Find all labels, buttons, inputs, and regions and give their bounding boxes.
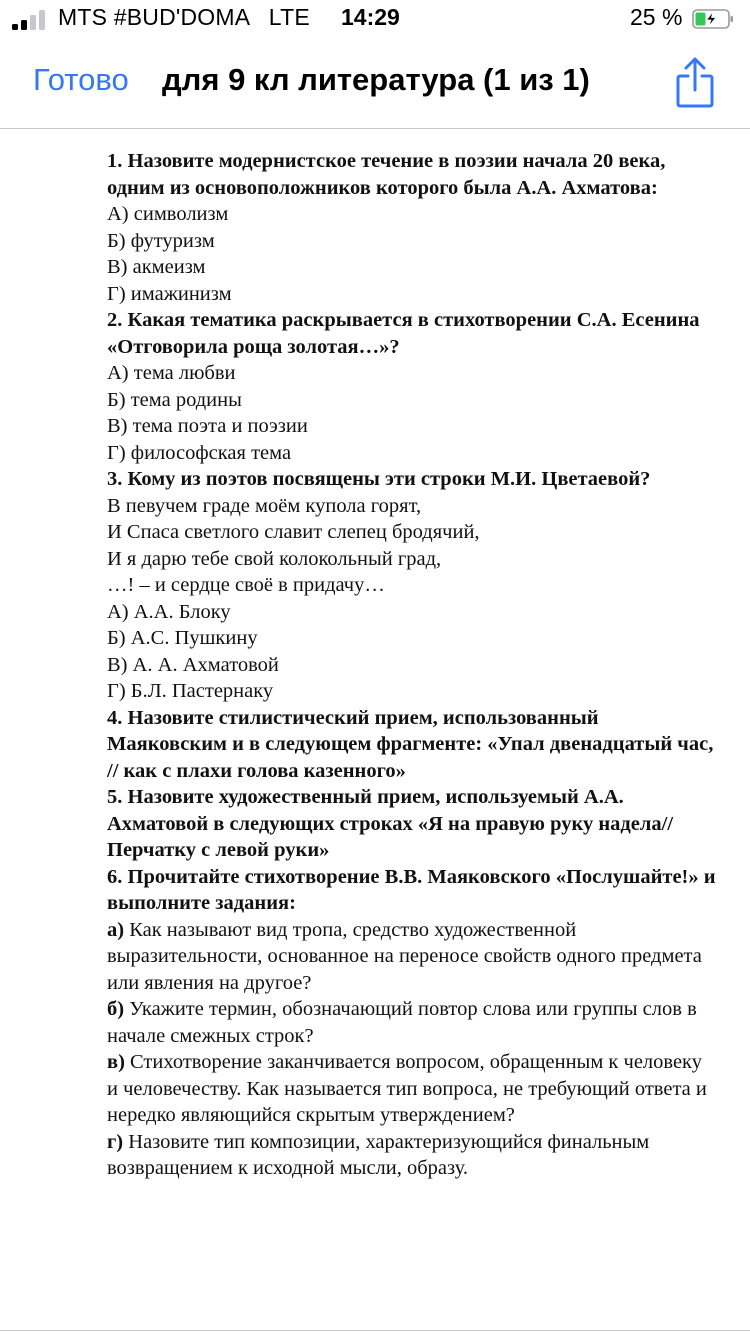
question-4: 4. Назовите стилистический прием, использованный Маяковским и в следующем фрагменте: «Упал двенадцатый час, // как с плахи голова казенного» — [107, 706, 714, 782]
q2-option-b: Б) тема родины — [107, 388, 242, 411]
q1-option-a: А) символизм — [107, 203, 229, 225]
task-text: Назовите тип композиции, характеризующийся финальным возвращением к исходной мысли, образу. — [107, 1130, 650, 1179]
signal-strength-icon — [12, 8, 48, 30]
q3-verse-line: …! – и сердце своё в придачу… — [107, 574, 385, 596]
battery-percent: 25 % — [630, 4, 683, 30]
task-text: Стихотворение заканчивается вопросом, обращенным к человеку и человечеству. Как называется тип вопроса, не требующий ответа и нередко являющийся скрытым утверждением? — [107, 1051, 707, 1126]
navigation-bar — [0, 42, 750, 129]
task-label: а) — [107, 918, 125, 941]
q3-verse-line: В певучем граде моём купола горят, — [107, 494, 422, 517]
q1-option-b: Б) футуризм — [107, 229, 215, 252]
q3-option-a: А) А.А. Блоку — [107, 600, 231, 623]
q2-option-a: А) тема любви — [107, 362, 236, 384]
q1-option-d: Г) имажинизм — [107, 282, 232, 305]
q3-option-c: В) А. А. Ахматовой — [107, 653, 279, 676]
q3-option-b: Б) А.С. Пушкину — [107, 627, 258, 649]
clock: 14:29 — [341, 4, 400, 30]
share-icon — [672, 56, 718, 110]
q6-task-b — [107, 996, 717, 1049]
carrier-label — [58, 4, 310, 31]
battery-charging-icon — [692, 8, 734, 30]
q6-task-d — [107, 1129, 717, 1182]
status-bar — [0, 0, 750, 40]
question-6: 6. Прочитайте стихотворение В.В. Маяковского «Послушайте!» и выполните задания: — [107, 865, 716, 914]
question-1: 1. Назовите модернистское течение в поэзии начала 20 века, одним из основоположников которого была А.А. Ахматова: — [107, 150, 666, 199]
q6-task-a — [107, 917, 717, 997]
task-label: г) — [107, 1130, 124, 1153]
q3-option-d: Г) Б.Л. Пастернаку — [107, 680, 274, 702]
task-text: Укажите термин, обозначающий повтор слова или группы слов в начале смежных строк? — [107, 998, 697, 1047]
question-3: 3. Кому из поэтов посвящены эти строки М.И. Цветаевой? — [107, 468, 651, 490]
task-text: Как называют вид тропа, средство художественной выразительности, основанное на переносе свойств одного предмета или явления на другое? — [107, 918, 702, 994]
q2-option-d: Г) философская тема — [107, 441, 292, 464]
bottom-divider — [0, 1330, 750, 1331]
question-2: 2. Какая тематика раскрывается в стихотворении С.А. Есенина «Отговорила роща золотая…»? — [107, 309, 700, 358]
q2-option-c: В) тема поэта и поэзии — [107, 415, 308, 437]
task-label: в) — [107, 1051, 125, 1073]
q3-verse-line: И Спаса светлого славит слепец бродячий, — [107, 521, 480, 543]
carrier-name: MTS #BUD'DOMA — [58, 4, 250, 30]
question-5: 5. Назовите художественный прием, используемый А.А. Ахматовой в следующих строках «Я на правую руку надела// Перчатку с левой руки» — [107, 786, 674, 861]
q6-task-c — [107, 1049, 717, 1129]
document-page — [107, 148, 717, 1182]
task-label: б) — [107, 998, 125, 1020]
document-title: для 9 кл литература (1 из 1) — [162, 62, 590, 97]
q1-option-c: В) акмеизм — [107, 256, 206, 278]
q3-verse-line: И я дарю тебе свой колокольный град, — [107, 547, 442, 570]
share-button[interactable] — [672, 56, 718, 110]
network-type: LTE — [268, 4, 310, 30]
done-button[interactable]: Готово — [33, 62, 129, 97]
